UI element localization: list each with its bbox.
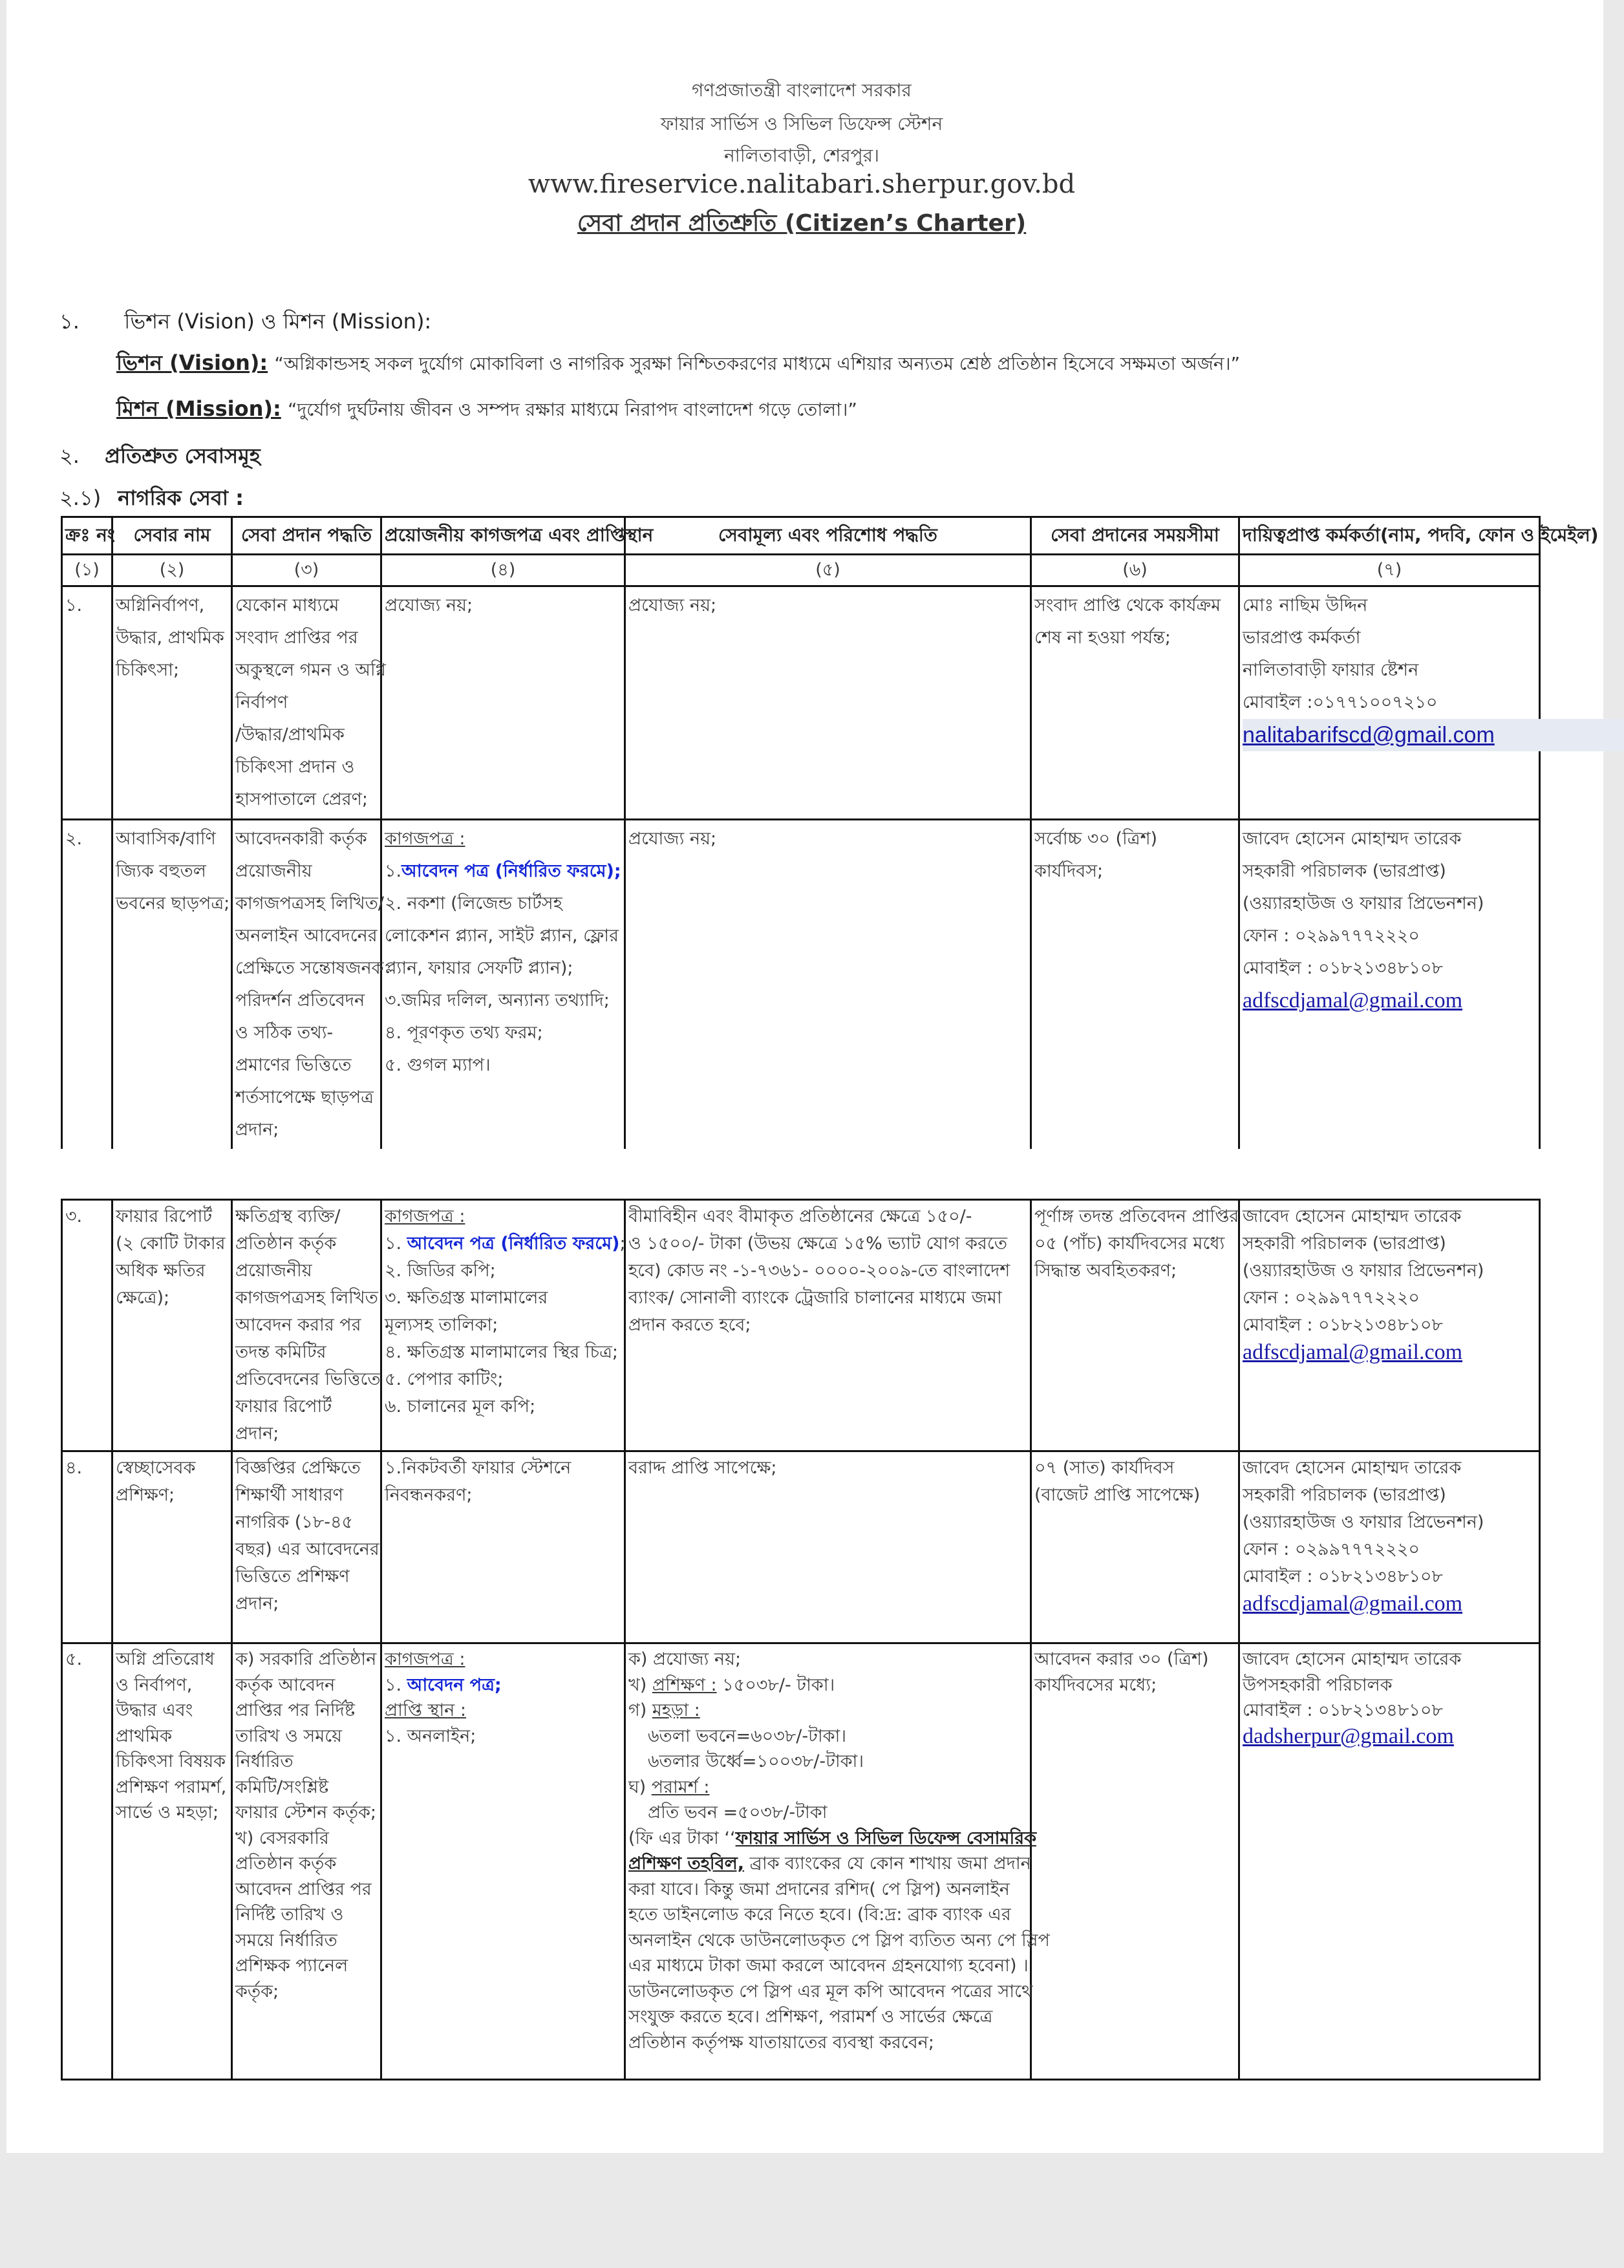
cell-serial	[62, 820, 112, 1150]
column-number: (১)	[62, 555, 112, 586]
cell-line: ও সঠিক তথ্য-	[235, 1023, 334, 1043]
cell-line: অগ্নি প্রতিরোধ	[116, 1649, 215, 1669]
cell-line: কর্তৃক আবেদন	[235, 1674, 336, 1695]
column-header-responsible-officer: দায়িত্বপ্রাপ্ত কর্মকর্তা(নাম, পদবি, ফোন ও ইমেইল)	[1239, 517, 1540, 555]
cell-line: ক্ষেত্রে);	[116, 1288, 170, 1308]
cell-line: ০৫ (পাঁচ) কার্যদিবসের মধ্যে	[1034, 1234, 1225, 1254]
mission-text: “দুর্যোগ দুর্ঘটনায় জীবন ও সম্পদ রক্ষার মাধ্যমে নিরাপদ বাংলাদেশ গড়ে তোলা।”	[287, 399, 857, 420]
cell-line: প্রতিষ্ঠান কর্তৃক	[235, 1854, 337, 1874]
cell-service-fee	[625, 1451, 1031, 1643]
cell-line: মোবাইল : ০১৮২১৩৪৮১০৮	[1243, 1567, 1443, 1587]
cell-line: ২.	[65, 829, 83, 849]
cell-line: ৪. ক্ষতিগ্রস্ত মালামালের স্থির চিত্র;	[385, 1342, 619, 1362]
cell-line: চিকিৎসা বিষয়ক	[116, 1751, 226, 1771]
cell-line: জাবেদ হোসেন মোহাম্মদ তারেক	[1243, 1649, 1462, 1669]
cell-service-name	[112, 1643, 232, 2080]
cell-line: সিদ্ধান্ত অবহিতকরণ;	[1034, 1261, 1177, 1281]
cell-line: (বাজেট প্রাপ্তি সাপেক্ষে)	[1034, 1485, 1201, 1505]
text-segment: মহড়া :	[652, 1700, 700, 1720]
email-link[interactable]: adfscdjamal@gmail.com	[1243, 1592, 1463, 1616]
cell-line: আবেদন করার পর	[235, 1315, 361, 1335]
cell-service-timeframe	[1031, 1200, 1239, 1451]
section-2-heading	[59, 440, 261, 475]
cell-service-method	[232, 1200, 381, 1451]
cell-line	[628, 1800, 1027, 1826]
text-segment: ৬তলার উর্ধ্বে=১০০৩৮/-টাকা।	[648, 1751, 864, 1771]
cell-line: ভবনের ছাড়পত্র;	[116, 893, 230, 914]
text-segment: প্রশিক্ষণ তহবিল,	[628, 1854, 745, 1874]
cell-service-fee	[625, 586, 1031, 820]
cell-line: আবেদন করার ৩০ (ত্রিশ)	[1034, 1649, 1209, 1669]
column-number: (৫)	[625, 555, 1031, 586]
cell-line: মোঃ নাছিম উদ্দিন	[1243, 595, 1368, 615]
citizen-charter-table-part-1	[61, 516, 1599, 1149]
cell-line: প্রদান;	[235, 1120, 279, 1140]
cell-line: কাগজপত্রসহ লিখিত/	[235, 893, 384, 914]
cell-line	[1243, 1724, 1536, 1751]
cell-line	[385, 1230, 626, 1257]
table-row	[62, 820, 1540, 1150]
section-1-heading	[59, 305, 431, 340]
cell-line: অধিক ক্ষতির	[116, 1261, 206, 1281]
cell-line: কাগজপত্রসহ লিখিত	[235, 1288, 378, 1308]
cell-service-name	[112, 1200, 232, 1451]
cell-line: সার্ভে ও মহড়া;	[116, 1803, 219, 1823]
cell-line: ০৭ (সাত) কার্যদিবস	[1034, 1458, 1175, 1478]
cell-line	[628, 1826, 1036, 1852]
section-title: নাগরিক সেবা :	[118, 486, 244, 510]
cell-service-name	[112, 586, 232, 820]
cell-line: ১.	[65, 595, 83, 615]
cell-serial	[62, 1200, 112, 1451]
cell-line: প্রযোজ্য নয়;	[385, 595, 473, 615]
cell-service-fee	[625, 1643, 1050, 2080]
cell-line	[385, 855, 621, 888]
table-row	[62, 1451, 1540, 1643]
cell-line: হবে) কোড নং -১-৭৩৬১- ০০০০-২০০৯-তে বাংলাদেশ	[628, 1261, 1010, 1281]
text-segment: ব্রাক ব্যাংকের যে কোন শাখায় জমা প্রদান	[744, 1854, 1031, 1874]
text-segment: কাগজপত্র :	[385, 1206, 465, 1226]
cell-line: আবেদন প্রাপ্তির পর	[235, 1879, 372, 1899]
cell-line: আবেদনকারী কর্তৃক	[235, 829, 367, 849]
cell-line: লোকেশন প্ল্যান, সাইট প্ল্যান, ফ্লোর	[385, 926, 619, 946]
cell-service-method	[232, 820, 384, 1150]
column-header-service-fee: সেবামূল্য এবং পরিশোধ পদ্ধতি	[625, 517, 1031, 555]
section-title: ভিশন (Vision) ও মিশন (Mission):	[124, 309, 432, 334]
cell-line: করা যাবে। কিন্তু জমা প্রদানের রশিদ( পে স্লিপ) অনলাইন	[628, 1879, 1010, 1899]
column-number: (২)	[112, 555, 232, 586]
cell-line	[385, 1698, 621, 1724]
cell-line: প্রদান;	[235, 1424, 279, 1444]
cell-line: পরিদর্শন প্রতিবেদন	[235, 990, 365, 1011]
cell-required-documents	[381, 586, 625, 820]
cell-line: অনলাইন আবেদনের	[235, 926, 378, 946]
cell-line	[1243, 1339, 1536, 1367]
table-row	[62, 1200, 1540, 1451]
cell-line: কার্যদিবস;	[1034, 861, 1104, 881]
cell-line: মোবাইল : ০১৮২১৩৪৮১০৮	[1243, 1315, 1443, 1335]
station-name: ফায়ার সার্ভিস ও সিভিল ডিফেন্স স্টেশন	[660, 113, 943, 134]
cell-line: বছর) এর আবেদনের	[235, 1539, 379, 1559]
text-segment: প্রাপ্তি স্থান :	[385, 1700, 466, 1720]
email-link[interactable]: adfscdjamal@gmail.com	[1243, 989, 1463, 1012]
cell-line: সহকারী পরিচালক (ভারপ্রাপ্ত)	[1243, 861, 1446, 881]
cell-line: (ওয়্যারহাউজ ও ফায়ার প্রিভেনশন)	[1243, 893, 1484, 914]
cell-line: শিক্ষার্থী সাধারণ	[235, 1485, 344, 1505]
cell-line: ফোন : ০২৯৯৭৭৭২২২০	[1243, 926, 1420, 946]
cell-line: প্রাথমিক	[116, 1726, 173, 1746]
email-link[interactable]: dadsherpur@gmail.com	[1243, 1724, 1454, 1748]
cell-line: ভিত্তিতে প্রশিক্ষণ	[235, 1567, 350, 1587]
cell-line: জাবেদ হোসেন মোহাম্মদ তারেক	[1243, 1458, 1462, 1478]
cell-line	[385, 1203, 621, 1230]
text-segment: প্রতি ভবন =৫০৩৮/-টাকা	[648, 1803, 828, 1823]
cell-line: (ওয়্যারহাউজ ও ফায়ার প্রিভেনশন)	[1243, 1261, 1484, 1281]
cell-line: নালিতাবাড়ী ফায়ার ষ্টেশন	[1243, 660, 1419, 680]
cell-line: প্রশিক্ষক প্যানেল	[235, 1956, 348, 1976]
cell-line: নিবন্ধনকরণ;	[385, 1485, 473, 1505]
cell-line: ও নির্বাপণ,	[116, 1674, 193, 1695]
cell-service-timeframe	[1031, 1643, 1239, 2080]
cell-line: প্রতিষ্ঠান কর্তৃপক্ষ যাতায়াতের ব্যবস্থা করবেন;	[628, 2032, 934, 2053]
column-number-row	[62, 555, 1540, 586]
column-number: (৪)	[381, 555, 625, 586]
cell-line: স্বেচ্ছাসেবক	[116, 1458, 196, 1478]
cell-line	[1243, 719, 1536, 753]
cell-line: কর্তৃক;	[235, 1981, 279, 2002]
cell-line: সহকারী পরিচালক (ভারপ্রাপ্ত)	[1243, 1234, 1446, 1254]
table-row	[62, 1643, 1540, 2080]
text-segment: ৬তলা ভবনে=৬০৩৮/-টাকা।	[648, 1726, 847, 1746]
cell-line: প্রযোজ্য নয়;	[628, 595, 717, 615]
cell-line: উপসহকারী পরিচালক	[1243, 1674, 1393, 1695]
vision-text: “অগ্নিকান্ডসহ সকল দুর্যোগ মোকাবিলা ও নাগরিক সুরক্ষা নিশ্চিতকরণের মাধ্যমে এশিয়ার অন্যতম শ্রেষ্ঠ প্রতিষ্ঠান হিসেবে সক্ষমতা অর্জন।”	[274, 353, 1241, 374]
cell-line: ও ১৫০০/- টাকা (উভয় ক্ষেত্রে ১৫% ভ্যাট যোগ করতে	[628, 1234, 1007, 1254]
cell-line	[385, 1673, 621, 1698]
column-header-service-method: সেবা প্রদান পদ্ধতি	[232, 517, 381, 555]
table-header-row	[62, 517, 1540, 555]
cell-line: ৩.	[65, 1206, 83, 1226]
cell-line: অনলাইন থেকে ডাউনলোডকৃত পে স্লিপ ব্যতিত অন্য পে স্লিপ	[628, 1930, 1050, 1951]
column-number: (৬)	[1031, 555, 1239, 586]
cell-line: প্রদান করতে হবে;	[628, 1315, 751, 1335]
cell-responsible-officer	[1239, 1200, 1540, 1451]
table-row	[62, 586, 1540, 820]
text-segment: ফায়ার সার্ভিস ও সিভিল ডিফেন্স বেসামরিক	[735, 1828, 1036, 1848]
cell-line: ৩. ক্ষতিগ্রস্ত মালামালের	[385, 1288, 548, 1308]
column-header-serial: ক্রঃ নং	[62, 517, 112, 555]
cell-line: বরাদ্দ প্রাপ্তি সাপেক্ষে;	[628, 1458, 777, 1478]
text-segment: প্রশিক্ষণ :	[652, 1674, 717, 1695]
text-segment: (ফি এর টাকা ‘‘	[628, 1828, 736, 1848]
cell-line: ফোন : ০২৯৯৭৭৭২২২০	[1243, 1288, 1420, 1308]
cell-line: ব্যাংক/ সোনালী ব্যাংকে ট্রেজারি চালানের মাধ্যমে জমা	[628, 1288, 1002, 1308]
cell-line: প্রদান;	[235, 1594, 279, 1614]
cell-service-name	[112, 820, 232, 1150]
cell-line: প্রাপ্তির পর নির্দিষ্ট	[235, 1700, 356, 1720]
cell-line: ৪.	[65, 1458, 83, 1478]
cell-required-documents	[381, 1200, 625, 1451]
text-segment: খ)	[628, 1674, 652, 1695]
cell-line: জাবেদ হোসেন মোহাম্মদ তারেক	[1243, 1206, 1462, 1226]
cell-line: শর্তসাপেক্ষে ছাড়পত্র	[235, 1087, 374, 1107]
cell-line: খ) বেসরকারি	[235, 1828, 329, 1848]
cell-service-method	[232, 586, 386, 820]
cell-line: /উদ্ধার/প্রাথমিক	[235, 725, 345, 745]
cell-line: ২. নকশা (লিজেন্ড চার্টসহ	[385, 893, 562, 914]
cell-line: ফায়ার স্টেশন কর্তৃক;	[235, 1803, 377, 1823]
text-segment: ১.	[385, 861, 402, 881]
cell-line: ফায়ার রিপোর্ট	[116, 1206, 213, 1226]
section-title: প্রতিশ্রুত সেবাসমূহ	[105, 444, 261, 468]
cell-required-documents	[381, 820, 625, 1150]
cell-line: ১. অনলাইন;	[385, 1726, 476, 1746]
cell-line: সংবাদ প্রাপ্তি থেকে কার্যক্রম	[1034, 595, 1221, 615]
govt-name: গণপ্রজাতন্ত্রী বাংলাদেশ সরকার	[692, 80, 912, 101]
cell-line: নাগরিক (১৮-৪৫	[235, 1512, 354, 1532]
cell-line: প্রশিক্ষণ পরামর্শ,	[116, 1777, 227, 1797]
cell-line: ৫.	[65, 1649, 83, 1669]
cell-line: ডাউনলোডকৃত পে স্লিপ এর মূল কপি আবেদন পত্রের সাথে	[628, 1981, 1033, 2002]
text-segment: কাগজপত্র :	[385, 829, 465, 849]
cell-line: অগ্নিনির্বাপণ,	[116, 595, 205, 615]
section-number: ১.	[59, 309, 80, 334]
cell-line: তদন্ত কমিটির	[235, 1342, 326, 1362]
text-segment: ১.	[385, 1674, 407, 1695]
cell-line: অকুস্থলে গমন ও অগ্নি	[235, 660, 386, 680]
cell-line: কার্যদিবসের মধ্যে;	[1034, 1674, 1157, 1695]
cell-line: বিজ্ঞপ্তির প্রেক্ষিতে	[235, 1458, 361, 1478]
cell-responsible-officer	[1239, 1451, 1540, 1643]
cell-line: ২. জিডির কপি;	[385, 1261, 496, 1281]
cell-responsible-officer	[1239, 1643, 1540, 2080]
cell-line: বীমাবিহীন এবং বীমাকৃত প্রতিষ্ঠানের ক্ষেত্রে ১৫০/-	[628, 1206, 972, 1226]
cell-line: জাবেদ হোসেন মোহাম্মদ তারেক	[1243, 829, 1462, 849]
cell-responsible-officer	[1239, 820, 1540, 1150]
cell-service-timeframe	[1031, 1451, 1239, 1643]
mission-label: মিশন (Mission):	[116, 396, 281, 421]
section-2-1-heading	[59, 482, 244, 517]
cell-line: মোবাইল : ০১৮২১৩৪৮১০৮	[1243, 1700, 1443, 1720]
cell-line: সর্বোচ্চ ৩০ (ত্রিশ)	[1034, 829, 1158, 849]
cell-line	[628, 1775, 1027, 1801]
cell-line: প্রমাণের ভিত্তিতে	[235, 1055, 352, 1075]
cell-line: ৫. গুগল ম্যাপ।	[385, 1055, 491, 1075]
cell-responsible-officer	[1239, 586, 1540, 820]
cell-line: হতে ডাইনলোড করে নিতে হবে। (বি:দ্র: ব্রাক ব্যাংক এর	[628, 1905, 1011, 1925]
cell-line: ৬. চালানের মূল কপি;	[385, 1396, 536, 1417]
cell-line: প্ল্যান, ফায়ার সেফটি প্ল্যান);	[385, 958, 573, 978]
cell-line	[1243, 985, 1536, 1018]
cell-line: প্রতিষ্ঠান কর্তৃক	[235, 1234, 337, 1254]
column-number: (৩)	[232, 555, 381, 586]
section-number: ২.১)	[59, 486, 102, 510]
cell-service-timeframe	[1031, 586, 1239, 820]
cell-service-method	[232, 1451, 381, 1643]
cell-service-name	[112, 1451, 232, 1643]
cell-line	[628, 1724, 1027, 1749]
cell-line: চিকিৎসা প্রদান ও	[235, 757, 355, 777]
cell-line: প্রয়োজনীয়	[235, 1261, 312, 1281]
cell-line: কমিটি/সংশ্লিষ্ট	[235, 1777, 329, 1797]
cell-line: ভারপ্রাপ্ত কর্মকর্তা	[1243, 628, 1361, 648]
cell-line: (ওয়্যারহাউজ ও ফায়ার প্রিভেনশন)	[1243, 1512, 1484, 1532]
text-segment: গ)	[628, 1700, 652, 1720]
cell-line: সময়ে নির্ধারিত	[235, 1930, 337, 1951]
mission-statement	[116, 392, 857, 427]
application-form-label: আবেদন পত্র (নির্ধারিত ফরমে);	[401, 861, 621, 881]
page-title: সেবা প্রদান প্রতিশ্রুতি (Citizen’s Charter)	[577, 210, 1027, 237]
cell-line: প্রযোজ্য নয়;	[628, 829, 717, 849]
email-link[interactable]: adfscdjamal@gmail.com	[1243, 1340, 1463, 1364]
cell-line: ৩.জমির দলিল, অন্যান্য তথ্যাদি;	[385, 990, 610, 1011]
cell-line: হাসপাতালে প্রেরণ;	[235, 789, 369, 809]
cell-line: মূল্যসহ তালিকা;	[385, 1315, 498, 1335]
cell-line: ফায়ার রিপোর্ট	[235, 1396, 332, 1417]
cell-line: পূর্ণাঙ্গ তদন্ত প্রতিবেদন প্রাপ্তির	[1034, 1206, 1239, 1226]
cell-line: এর মাধ্যমে টাকা জমা করলে আবেদন গ্রহনযোগ্য হবেনা) ।	[628, 1956, 1029, 1976]
cell-line: ক্ষতিগ্রস্থ ব্যক্তি/	[235, 1206, 341, 1226]
column-header-service-name: সেবার নাম	[112, 517, 232, 555]
section-number: ২.	[59, 444, 80, 468]
cell-line: নির্দিষ্ট তারিখ ও	[235, 1905, 344, 1925]
cell-service-fee	[625, 820, 1031, 1150]
cell-line: উদ্ধার, প্রাথমিক	[116, 628, 224, 648]
cell-line: প্রতিবেদনের ভিত্তিতে	[235, 1369, 381, 1389]
cell-line	[628, 1698, 1027, 1724]
cell-line: চিকিৎসা;	[116, 660, 180, 680]
cell-line: ক) সরকারি প্রতিষ্ঠান	[235, 1649, 377, 1669]
cell-line: মোবাইল :০১৭৭১০০৭২১০	[1243, 692, 1438, 712]
cell-required-documents	[381, 1643, 625, 2080]
column-header-service-timeframe: সেবা প্রদানের সময়সীমা	[1031, 517, 1239, 555]
cell-line: ১.নিকটবর্তী ফায়ার স্টেশনে	[385, 1458, 572, 1478]
cell-line: সংবাদ প্রাপ্তির পর	[235, 628, 358, 648]
text-segment: ;	[619, 1234, 626, 1254]
text-segment: কাগজপত্র :	[385, 1649, 465, 1669]
text-segment: পরামর্শ :	[651, 1777, 710, 1797]
cell-line: নির্বাপণ	[235, 692, 288, 712]
cell-line: আবাসিক/বাণি	[116, 829, 216, 849]
citizen-charter-table-part-2	[61, 1199, 1541, 2081]
vision-statement	[116, 347, 1240, 381]
cell-line	[628, 1749, 1027, 1775]
cell-line: ৫. পেপার কাটিং;	[385, 1369, 504, 1389]
application-form-label: আবেদন পত্র (নির্ধারিত ফরমে)	[407, 1234, 620, 1254]
text-segment: ঘ)	[628, 1777, 652, 1797]
cell-line: তারিখ ও সময়ে	[235, 1726, 343, 1746]
text-segment: ১৫০৩৮/- টাকা।	[716, 1674, 835, 1695]
cell-line: প্রয়োজনীয়	[235, 861, 312, 881]
column-number: (৭)	[1239, 555, 1540, 586]
column-header-required-documents: প্রয়োজনীয় কাগজপত্র এবং প্রাপ্তিস্থান	[381, 517, 625, 555]
cell-line	[628, 1673, 1027, 1698]
cell-line: সংযুক্ত করতে হবে। প্রশিক্ষণ, পরামর্শ ও সার্ভের ক্ষেত্রে	[628, 2007, 993, 2027]
station-location: নালিতাবাড়ী, শেরপুর।	[723, 145, 880, 166]
cell-line	[385, 823, 621, 855]
vision-label: ভিশন (Vision):	[116, 350, 268, 375]
cell-line: ৪. পূরণকৃত তথ্য ফরম;	[385, 1023, 543, 1043]
cell-service-fee	[625, 1200, 1031, 1451]
cell-line	[628, 1851, 1031, 1877]
cell-service-timeframe	[1031, 820, 1239, 1150]
cell-line: (২ কোটি টাকার	[116, 1234, 226, 1254]
cell-line: প্রেক্ষিতে সন্তোষজনক	[235, 958, 384, 978]
cell-line: যেকোন মাধ্যমে	[235, 595, 339, 615]
cell-line: মোবাইল : ০১৮২১৩৪৮১০৮	[1243, 958, 1443, 978]
cell-line	[385, 1647, 621, 1673]
cell-line: ফোন : ০২৯৯৭৭৭২২২০	[1243, 1539, 1420, 1559]
cell-line: উদ্ধার এবং	[116, 1700, 193, 1720]
cell-line: শেষ না হওয়া পর্যন্ত;	[1034, 628, 1171, 648]
cell-line: ক) প্রযোজ্য নয়;	[628, 1649, 742, 1669]
cell-line	[1243, 1590, 1536, 1619]
cell-serial	[62, 1451, 112, 1643]
website-url: www.fireservice.nalitabari.sherpur.gov.bd	[528, 169, 1076, 199]
cell-line: প্রশিক্ষণ;	[116, 1485, 175, 1505]
cell-line: নির্ধারিত	[235, 1751, 294, 1771]
cell-line: সহকারী পরিচালক (ভারপ্রাপ্ত)	[1243, 1485, 1446, 1505]
cell-required-documents	[381, 1451, 625, 1643]
text-segment: ১.	[385, 1234, 407, 1254]
cell-serial	[62, 586, 112, 820]
cell-line: জ্যিক বহুতল	[116, 861, 206, 881]
cell-serial	[62, 1643, 112, 2080]
application-form-label: আবেদন পত্র;	[407, 1674, 502, 1695]
email-link[interactable]: nalitabarifscd@gmail.com	[1243, 719, 1624, 751]
cell-service-method	[232, 1643, 381, 2080]
